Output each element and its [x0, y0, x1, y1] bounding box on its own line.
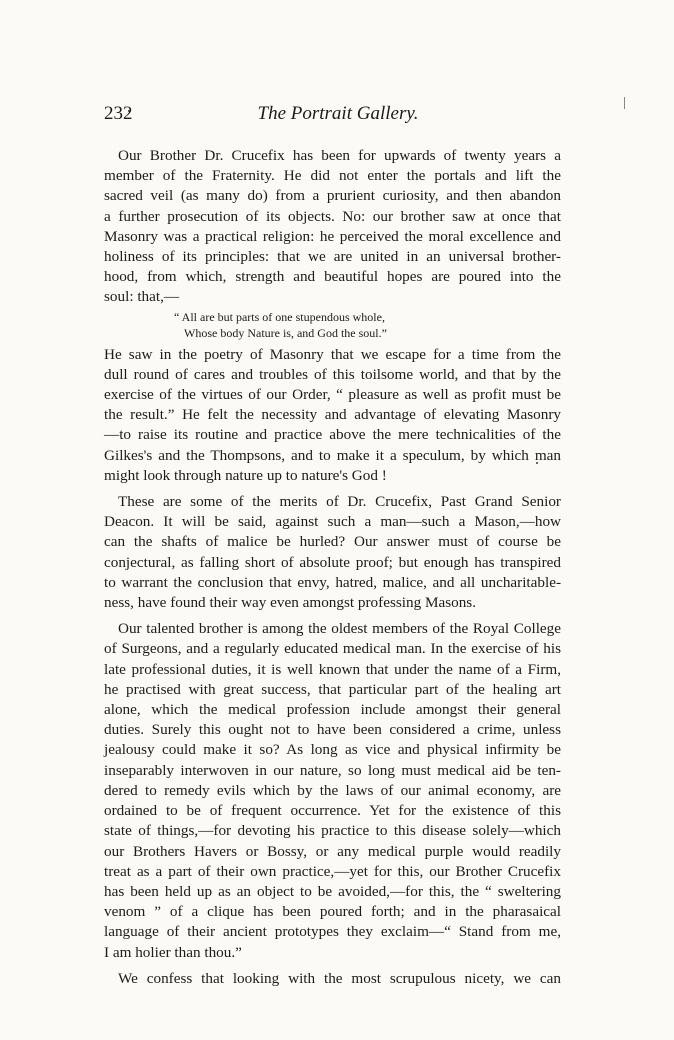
page-number: 232 [104, 103, 133, 124]
text-line: Our talented brother is among the oldest members of the Royal College [118, 620, 561, 638]
paragraph-4 [104, 619, 561, 962]
margin-mark [624, 97, 625, 109]
text-line: alone, which the medical profession include amongst their general [104, 701, 561, 719]
text-line: inseparably interwoven in our nature, so long must medical aid be ten- [104, 761, 561, 779]
text-line: Gilkes's and the Thompsons, and to make it a speculum, by which man [104, 446, 561, 464]
text-line: to warrant the conclusion that envy, hatred, malice, and all uncharitable- [104, 573, 561, 591]
text-line: our Brothers Havers or Bossy, or any medical purple would readily [104, 842, 561, 860]
running-title: The Portrait Gallery. [257, 103, 419, 124]
text-line: member of the Fraternity. He did not enter the portals and lift the [104, 167, 561, 185]
text-line: a further prosecution of its objects. No: our brother saw at once that [104, 207, 561, 225]
text-line: might look through nature up to nature's God ! [104, 466, 387, 484]
paragraph-3 [104, 492, 561, 613]
text-line: hood, from which, strength and beautiful hopes are poured into the [104, 268, 561, 286]
text-line: has been held up as an object to be avoided,—for this, the “ sweltering [104, 882, 561, 900]
text-line: ordained to be of frequent occurrence. Yet for the existence of this [104, 802, 561, 820]
text-line: He saw in the poetry of Masonry that we escape for a time from the [104, 345, 561, 363]
text-line: venom ” of a clique has been poured forth; and in the pharasaical [104, 903, 561, 921]
text-line: dered to remedy evils which by the laws of our animal economy, are [104, 781, 561, 799]
text-line: can the shafts of malice be hurled? Our answer must of course be [104, 533, 561, 551]
text-line: duties. Surely this ought not to have been considered a crime, unless [104, 721, 561, 739]
text-line: ness, have found their way even amongst professing Masons. [104, 594, 477, 612]
text-line: soul: that,— [104, 288, 180, 306]
text-line: exercise of the virtues of our Order, “ pleasure as well as profit must be [104, 386, 561, 404]
text-line: conjectural, as falling short of absolute proof; but enough has transpired [104, 553, 561, 571]
paragraph-5 [104, 969, 561, 989]
text-line: Masonry was a practical religion: he perceived the moral excellence and [104, 227, 561, 245]
paragraph-1 [104, 146, 561, 308]
text-line: I am holier than thou.” [104, 943, 242, 961]
verse-line: “ All are but parts of one stupendous whole, [174, 309, 385, 324]
text-line: state of things,—for devoting his practice to this disease solely—which [104, 822, 561, 840]
text-line: he practised with great success, that particular part of the healing art [104, 680, 561, 698]
verse-line: Whose body Nature is, and God the soul.” [184, 326, 387, 341]
text-line: We confess that looking with the most scrupulous nicety, we can [118, 969, 561, 987]
text-line: sacred veil (as many do) from a prurient curiosity, and then abandon [104, 187, 561, 205]
text-line: holiness of its principles: that we are united in an universal brother- [104, 248, 561, 266]
text-line: jealousy could make it so? As long as vice and physical infirmity be [104, 741, 561, 759]
text-line: —to raise its routine and practice above the mere technicalities of the [104, 426, 561, 444]
paragraph-2 [104, 345, 561, 486]
text-line: late professional duties, it is well known that under the name of a Firm, [104, 660, 561, 678]
text-line: of Surgeons, and a regularly educated medical man. In the exercise of his [104, 640, 561, 658]
body-text [104, 146, 561, 989]
text-line: Our Brother Dr. Crucefix has been for upwards of twenty years a [118, 147, 561, 164]
text-line: language of their ancient prototypes they exclaim—“ Stand from me, [104, 923, 561, 941]
text-line: dull round of cares and troubles of this toilsome world, and that by the [104, 365, 561, 383]
text-line: These are some of the merits of Dr. Crucefix, Past Grand Senior [118, 493, 561, 511]
text-line: treat as a part of their own practice,—yet for this, our Brother Crucefix [104, 862, 561, 880]
text-line: Deacon. It will be said, against such a man—such a Mason,—how [104, 513, 561, 531]
page-header [104, 103, 572, 129]
text-line: the result.” He felt the necessity and advantage of elevating Masonry [104, 406, 561, 424]
verse-quotation [174, 309, 561, 342]
